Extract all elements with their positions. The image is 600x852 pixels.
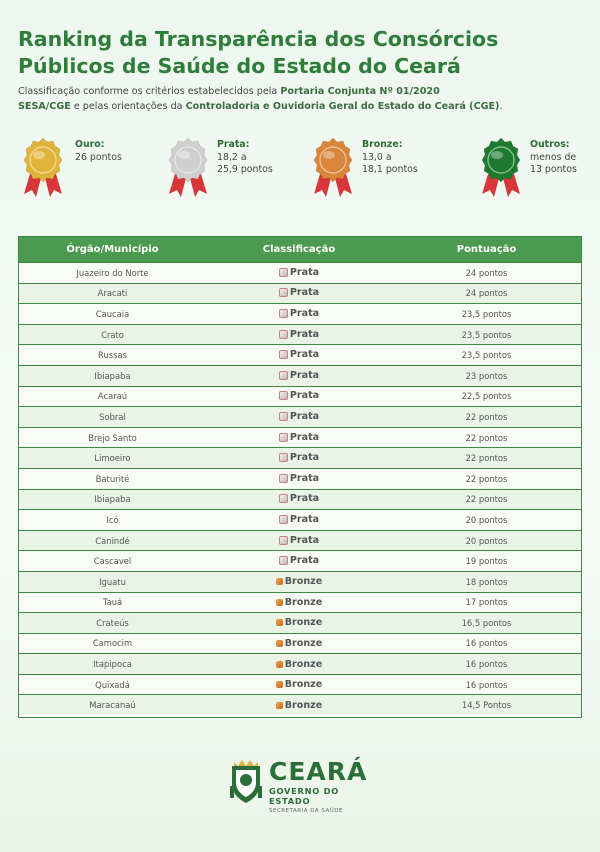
ceara-coat-of-arms-icon (226, 756, 266, 806)
classificacao-label: Bronze (284, 596, 323, 608)
medal-name: Ouro: (75, 139, 105, 150)
cell-classificacao (206, 597, 392, 608)
prata-medal-icon (279, 391, 288, 400)
prata-medal-icon (279, 474, 288, 483)
bronze-medal-icon (276, 702, 283, 709)
classificacao-label: Prata (289, 369, 320, 381)
table-body (19, 262, 581, 715)
cell-municipio: Icó (106, 514, 119, 525)
table-row (19, 262, 581, 283)
table-row (19, 674, 581, 695)
cell-municipio: Brejo Santo (88, 432, 137, 443)
cell-classificacao (206, 370, 392, 382)
cell-pontuacao: 22 pontos (465, 494, 508, 505)
header-pontuacao: Pontuação (456, 244, 517, 255)
classificacao-label: Prata (289, 328, 320, 340)
prata-medal-icon (279, 494, 288, 503)
medal-range-line2: 25,9 pontos (217, 164, 273, 175)
cell-pontuacao: 22 pontos (465, 473, 508, 484)
prata-medal-icon (279, 268, 288, 277)
cell-municipio: Sobral (99, 411, 126, 422)
cell-pontuacao: 22 pontos (465, 411, 508, 422)
bronze-medal-icon (276, 599, 283, 606)
cell-pontuacao: 20 pontos (465, 514, 508, 525)
prata-medal-icon (279, 536, 288, 545)
classificacao-label: Prata (289, 472, 320, 484)
desc-bold-3: Controladoria e Ouvidoria Geral do Estado do Ceará (CGE) (185, 100, 500, 112)
desc-bold-2: SESA/CGE (18, 100, 71, 112)
prata-medal-icon (279, 556, 288, 565)
gold-medal-icon (20, 136, 66, 198)
bronze-medal-icon (276, 619, 283, 626)
cell-pontuacao: 23,5 pontos (461, 329, 512, 340)
cell-pontuacao: 18 pontos (465, 576, 508, 587)
cell-classificacao (206, 411, 392, 423)
classificacao-label: Bronze (284, 679, 323, 691)
prata-medal-icon (279, 412, 288, 421)
medal-range-line2: 18,1 pontos (362, 164, 418, 175)
medal-3 (310, 136, 440, 198)
cell-classificacao (206, 452, 392, 464)
cell-classificacao (206, 555, 392, 567)
cell-municipio: Baturité (95, 473, 130, 484)
prata-medal-icon (279, 330, 288, 339)
classificacao-label: Prata (289, 349, 320, 361)
table-row (19, 489, 581, 510)
medal-range-line1: 13,0 a (362, 151, 392, 163)
brand-secretaria: SECRETARIA DA SAÚDE (269, 808, 343, 814)
cell-pontuacao: 24 pontos (465, 267, 508, 278)
table-row (19, 447, 581, 468)
classificacao-label: Prata (289, 410, 320, 422)
medal-range-line1: 18,2 a (217, 151, 247, 163)
prata-medal-icon (279, 453, 288, 462)
bronze-medal-icon (276, 578, 283, 585)
cell-classificacao (206, 679, 392, 690)
classificacao-label: Prata (289, 266, 320, 278)
page-title (18, 26, 578, 80)
cell-municipio: Canindé (95, 535, 130, 546)
classificacao-label: Prata (289, 534, 320, 546)
table-row (19, 694, 581, 715)
table-row (19, 344, 581, 365)
table-header (19, 237, 581, 262)
classificacao-label: Prata (289, 287, 320, 299)
cell-classificacao (206, 267, 392, 279)
cell-pontuacao: 24 pontos (465, 288, 508, 299)
classificacao-label: Prata (289, 390, 320, 402)
table-row (19, 550, 581, 571)
cell-municipio: Limoeiro (94, 453, 131, 464)
cell-pontuacao: 20 pontos (465, 535, 508, 546)
cell-pontuacao: 22 pontos (465, 453, 508, 464)
cell-classificacao (206, 390, 392, 402)
table-row (19, 303, 581, 324)
title-line-2: Públicos de Saúde do Estado do Ceará (18, 54, 461, 78)
cell-classificacao (206, 617, 392, 628)
cell-classificacao (206, 638, 392, 649)
cell-classificacao (206, 349, 392, 361)
prata-medal-icon (279, 515, 288, 524)
cell-pontuacao: 16,5 pontos (461, 617, 512, 628)
cell-pontuacao: 23 pontos (465, 370, 508, 381)
cell-municipio: Juazeiro do Norte (76, 267, 149, 278)
cell-classificacao (206, 287, 392, 299)
cell-classificacao (206, 514, 392, 526)
medal-range-line1: menos de (530, 151, 577, 163)
cell-classificacao (206, 659, 392, 670)
medal-range-line2: 13 pontos (530, 164, 577, 175)
table-row (19, 365, 581, 386)
classificacao-label: Bronze (284, 617, 323, 629)
cell-classificacao (206, 308, 392, 320)
brand-name: CEARÁ (269, 757, 368, 786)
table-row (19, 571, 581, 592)
classificacao-label: Bronze (284, 699, 323, 711)
cell-pontuacao: 16 pontos (465, 679, 508, 690)
classificacao-label: Bronze (284, 637, 323, 649)
cell-classificacao (206, 576, 392, 587)
prata-medal-icon (279, 433, 288, 442)
medal-name: Bronze: (362, 139, 403, 150)
desc-bold-1: Portaria Conjunta Nº 01/2020 (280, 86, 440, 97)
prata-medal-icon (279, 288, 288, 297)
classificacao-label: Bronze (284, 658, 323, 670)
prata-medal-icon (279, 309, 288, 318)
table-row (19, 653, 581, 674)
classificacao-label: Prata (289, 431, 320, 443)
table-row (19, 633, 581, 654)
classificacao-label: Prata (289, 452, 320, 464)
cell-municipio: Caucaia (95, 308, 130, 319)
table-row (19, 386, 581, 407)
classificacao-label: Prata (289, 493, 320, 505)
cell-pontuacao: 22 pontos (465, 432, 508, 443)
silver-medal-icon (165, 136, 211, 198)
medal-2 (165, 136, 295, 198)
table-row (19, 406, 581, 427)
green-medal-icon (478, 136, 524, 198)
medal-range-line1: 26 pontos (75, 151, 122, 163)
desc-text-2: e pelas orientações da (70, 100, 186, 112)
cell-pontuacao: 23,5 pontos (461, 350, 512, 361)
table-row (19, 509, 581, 530)
cell-pontuacao: 22,5 pontos (461, 391, 512, 402)
cell-municipio: Ibiapaba (94, 370, 131, 381)
bronze-medal-icon (276, 661, 283, 668)
cell-pontuacao: 17 pontos (465, 597, 508, 608)
cell-classificacao (206, 329, 392, 341)
table-row (19, 324, 581, 345)
cell-classificacao (206, 432, 392, 444)
cell-municipio: Iguatu (99, 576, 126, 587)
medal-4 (478, 136, 600, 198)
cell-municipio: Aracati (97, 288, 128, 299)
classificacao-label: Prata (289, 555, 320, 567)
table-row (19, 468, 581, 489)
table-row (19, 427, 581, 448)
bronze-medal-icon (310, 136, 356, 198)
cell-pontuacao: 14,5 Pontos (461, 700, 512, 711)
prata-medal-icon (279, 371, 288, 380)
cell-municipio: Crato (101, 329, 124, 340)
classificacao-label: Bronze (284, 576, 323, 588)
classificacao-label: Prata (289, 307, 320, 319)
cell-municipio: Quixadá (95, 679, 130, 690)
cell-pontuacao: 23,5 pontos (461, 308, 512, 319)
title-line-1: Ranking da Transparência dos Consórcios (18, 27, 499, 51)
description (18, 85, 588, 114)
cell-municipio: Maracanaú (89, 700, 136, 711)
brand-subtitle: GOVERNO DO ESTADO (269, 786, 339, 806)
cell-municipio: Ibiapaba (94, 494, 131, 505)
medal-1 (20, 136, 150, 198)
header-classificacao: Classificação (262, 244, 336, 255)
cell-municipio: Cascavel (93, 556, 132, 567)
cell-pontuacao: 16 pontos (465, 659, 508, 670)
prata-medal-icon (279, 350, 288, 359)
cell-pontuacao: 19 pontos (465, 556, 508, 567)
desc-text-1: Classificação conforme os critérios estabelecidos pela (18, 86, 281, 97)
ranking-table (18, 236, 582, 718)
ceara-logo (226, 756, 376, 814)
cell-municipio: Acaraú (97, 391, 128, 402)
table-row (19, 592, 581, 613)
cell-classificacao (206, 535, 392, 547)
bronze-medal-icon (276, 681, 283, 688)
cell-municipio: Russas (98, 350, 127, 361)
table-row (19, 283, 581, 304)
cell-classificacao (206, 493, 392, 505)
medal-name: Prata: (217, 139, 250, 150)
bronze-medal-icon (276, 640, 283, 647)
header-orgao: Órgão/Município (66, 244, 159, 255)
table-row (19, 612, 581, 633)
cell-municipio: Tauá (102, 597, 123, 608)
medal-name: Outros: (530, 139, 570, 150)
desc-text-3: . (499, 100, 503, 112)
cell-municipio: Crateús (96, 617, 129, 628)
cell-municipio: Camocim (92, 638, 133, 649)
cell-municipio: Itapipoca (93, 659, 132, 670)
classificacao-label: Prata (289, 513, 320, 525)
table-row (19, 530, 581, 551)
cell-classificacao (206, 473, 392, 485)
cell-classificacao (206, 700, 392, 711)
cell-pontuacao: 16 pontos (465, 638, 508, 649)
